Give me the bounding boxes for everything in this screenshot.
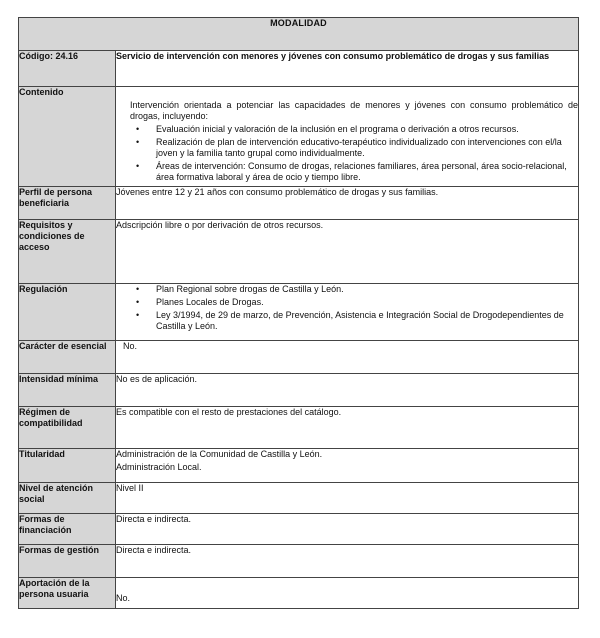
contenido-intro: Intervención orientada a potenciar las capacidades de menores y jóvenes con consumo problemático de drogas, incluyendo:	[130, 100, 578, 121]
caracter-label: Carácter de esencial	[19, 341, 116, 374]
list-item: • Realización de plan de intervención educativo-terapéutico individualizado con intervenciones con el/la joven y la familia tanto grupal como individualmente.	[116, 137, 578, 159]
code-label: Código: 24.16	[19, 51, 116, 87]
titularidad-value	[116, 449, 579, 483]
intensidad-value: No es de aplicación.	[116, 374, 579, 407]
list-item: • Evaluación inicial y valoración de la inclusión en el programa o derivación a otros recursos.	[116, 124, 578, 135]
nivel-label: Nivel de atención social	[19, 483, 116, 514]
regimen-value: Es compatible con el resto de prestaciones del catálogo.	[116, 407, 579, 449]
regulacion-list	[116, 284, 578, 332]
regulacion-value	[116, 284, 579, 341]
titularidad-line: Administración Local.	[116, 462, 202, 472]
contenido-value	[116, 87, 579, 187]
financiacion-label: Formas de financiación	[19, 514, 116, 545]
requisitos-value: Adscripción libre o por derivación de otros recursos.	[116, 220, 579, 284]
contenido-list	[116, 124, 578, 183]
nivel-value: Nivel II	[116, 483, 579, 514]
intensidad-label: Intensidad mínima	[19, 374, 116, 407]
titularidad-line: Administración de la Comunidad de Castilla y León.	[116, 449, 323, 459]
caracter-value: No.	[116, 341, 579, 374]
titularidad-label: Titularidad	[19, 449, 116, 483]
gestion-label: Formas de gestión	[19, 545, 116, 578]
perfil-label: Perfil de persona beneficiaria	[19, 187, 116, 220]
list-item: • Ley 3/1994, de 29 de marzo, de Prevención, Asistencia e Integración Social de Drogodependientes de Castilla y León.	[116, 310, 578, 332]
aportacion-label: Aportación de la persona usuaria	[19, 578, 116, 609]
regulacion-label: Regulación	[19, 284, 116, 341]
aportacion-value: No.	[116, 578, 579, 609]
perfil-value: Jóvenes entre 12 y 21 años con consumo problemático de drogas y sus familias.	[116, 187, 579, 220]
list-item: • Planes Locales de Drogas.	[116, 297, 578, 308]
gestion-value: Directa e indirecta.	[116, 545, 579, 578]
list-item: • Áreas de intervención: Consumo de drogas, relaciones familiares, área personal, área socio-relacional, área formativa laboral y área de ocio y tiempo libre.	[116, 161, 578, 183]
contenido-label: Contenido	[19, 87, 116, 187]
financiacion-value: Directa e indirecta.	[116, 514, 579, 545]
list-item: • Plan Regional sobre drogas de Castilla y León.	[116, 284, 578, 295]
service-title: Servicio de intervención con menores y jóvenes con consumo problemático de drogas y sus familias	[116, 51, 579, 87]
table-header: MODALIDAD	[19, 18, 579, 51]
regimen-label: Régimen de compatibilidad	[19, 407, 116, 449]
modalidad-table	[18, 17, 579, 609]
requisitos-label: Requisitos y condiciones de acceso	[19, 220, 116, 284]
